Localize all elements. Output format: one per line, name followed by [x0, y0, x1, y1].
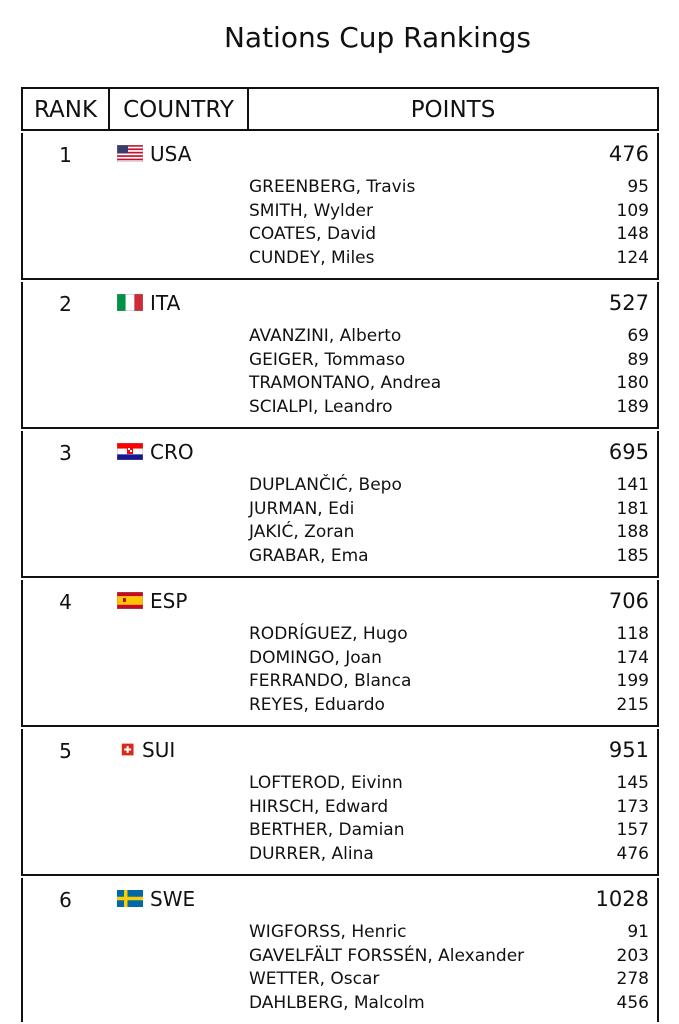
athlete-name: AVANZINI, Alberto — [249, 326, 402, 346]
athlete-points: 199 — [616, 671, 649, 691]
athlete-row — [249, 796, 649, 820]
rank-value: 1 — [59, 143, 72, 167]
athlete-list — [249, 176, 649, 270]
country-total-points: 1028 — [595, 887, 649, 911]
athlete-points: 203 — [616, 945, 649, 966]
country-code: CRO — [150, 440, 194, 464]
athlete-points: 95 — [627, 177, 649, 197]
rank-value: 3 — [59, 441, 72, 465]
country-total-points: 476 — [608, 142, 649, 166]
athlete-row — [249, 945, 649, 969]
page-title: Nations Cup Rankings — [223, 21, 532, 54]
athlete-points: 181 — [616, 498, 649, 519]
athlete-row — [249, 396, 649, 420]
athlete-points: 456 — [616, 992, 649, 1013]
rank-value: 5 — [59, 739, 72, 763]
nation-row — [21, 431, 659, 578]
country-code: ITA — [150, 291, 181, 315]
athlete-name: REYES, Eduardo — [249, 694, 385, 715]
athlete-points: 157 — [616, 820, 649, 840]
athlete-points: 118 — [616, 624, 649, 644]
athlete-points: 189 — [616, 396, 649, 417]
athlete-row — [249, 968, 649, 992]
spain-flag-icon — [117, 592, 143, 609]
athlete-name: GEIGER, Tommaso — [249, 349, 406, 370]
athlete-points: 141 — [616, 475, 649, 495]
athlete-list — [249, 772, 649, 866]
athlete-name: HIRSCH, Edward — [249, 796, 389, 817]
athlete-row — [249, 992, 649, 1016]
country-total-points: 695 — [608, 440, 649, 464]
athlete-points: 145 — [616, 773, 649, 793]
athlete-name: FERRANDO, Blanca — [249, 671, 412, 691]
athlete-points: 174 — [616, 647, 649, 668]
nation-row — [21, 580, 659, 727]
athlete-row — [249, 474, 649, 498]
athlete-row — [249, 176, 649, 200]
athlete-name: JAKIĆ, Zoran — [249, 522, 355, 542]
athlete-row — [249, 325, 649, 349]
athlete-points: 89 — [627, 349, 649, 370]
country-total-points: 706 — [608, 589, 649, 613]
athlete-points: 173 — [616, 796, 649, 817]
country-total-points: 527 — [608, 291, 649, 315]
country-code: USA — [150, 142, 192, 166]
athlete-list — [249, 921, 649, 1015]
country-total-points: 951 — [608, 738, 649, 762]
rank-value: 4 — [59, 590, 72, 614]
athlete-row — [249, 498, 649, 522]
athlete-points: 188 — [616, 522, 649, 542]
athlete-name: SCIALPI, Leandro — [249, 396, 393, 417]
athlete-name: RODRÍGUEZ, Hugo — [249, 624, 408, 644]
athlete-row — [249, 521, 649, 545]
athlete-points: 476 — [616, 843, 649, 864]
athlete-name: JURMAN, Edi — [249, 498, 355, 519]
country-code: SWE — [150, 887, 196, 911]
athlete-name: WETTER, Oscar — [249, 969, 380, 989]
table-header — [21, 87, 659, 131]
athlete-points: 69 — [627, 326, 649, 346]
rank-value: 2 — [59, 292, 72, 316]
athlete-list — [249, 474, 649, 568]
nation-row — [21, 282, 659, 429]
athlete-row — [249, 772, 649, 796]
athlete-list — [249, 623, 649, 717]
athlete-name: CUNDEY, Miles — [249, 247, 375, 268]
athlete-row — [249, 349, 649, 373]
athlete-name: DUPLANČIĆ, Bepo — [249, 475, 402, 495]
us-flag-icon — [117, 145, 143, 162]
athlete-row — [249, 545, 649, 569]
points-column-header: POINTS — [410, 97, 496, 123]
athlete-name: LOFTEROD, Eivinn — [249, 773, 403, 793]
athlete-row — [249, 670, 649, 694]
athlete-points: 180 — [616, 373, 649, 393]
athlete-row — [249, 623, 649, 647]
athlete-points: 148 — [616, 224, 649, 244]
athlete-points: 215 — [616, 694, 649, 715]
athlete-row — [249, 694, 649, 718]
rankings-table — [21, 87, 659, 1022]
rank-value: 6 — [59, 888, 72, 912]
rank-column-header: RANK — [23, 89, 110, 129]
nation-row — [21, 729, 659, 876]
athlete-name: WIGFORSS, Henric — [249, 922, 407, 942]
athlete-row — [249, 223, 649, 247]
nation-row — [21, 878, 659, 1022]
sweden-flag-icon — [117, 890, 143, 907]
athlete-name: SMITH, Wylder — [249, 200, 373, 221]
athlete-points: 185 — [616, 545, 649, 566]
athlete-row — [249, 921, 649, 945]
nation-row — [21, 133, 659, 280]
athlete-row — [249, 200, 649, 224]
athlete-list — [249, 325, 649, 419]
athlete-row — [249, 647, 649, 671]
athlete-name: TRAMONTANO, Andrea — [249, 373, 442, 393]
athlete-points: 91 — [627, 922, 649, 942]
athlete-name: COATES, David — [249, 224, 377, 244]
athlete-row — [249, 843, 649, 867]
athlete-name: DURRER, Alina — [249, 843, 374, 864]
country-column-header: COUNTRY — [110, 89, 249, 129]
athlete-name: DAHLBERG, Malcolm — [249, 992, 425, 1013]
italy-flag-icon — [117, 294, 143, 311]
athlete-row — [249, 372, 649, 396]
athlete-name: DOMINGO, Joan — [249, 647, 382, 668]
switzerland-flag-icon — [119, 741, 137, 758]
croatia-flag-icon — [117, 443, 143, 460]
country-code: ESP — [150, 589, 188, 613]
athlete-name: GAVELFÄLT FORSSÉN, Alexander — [249, 945, 525, 966]
athlete-row — [249, 247, 649, 271]
athlete-name: GREENBERG, Travis — [249, 177, 416, 197]
athlete-row — [249, 819, 649, 843]
athlete-name: GRABAR, Ema — [249, 545, 369, 566]
athlete-points: 109 — [616, 200, 649, 221]
athlete-name: BERTHER, Damian — [249, 820, 405, 840]
athlete-points: 124 — [616, 247, 649, 268]
athlete-points: 278 — [616, 969, 649, 989]
country-code: SUI — [142, 738, 176, 762]
